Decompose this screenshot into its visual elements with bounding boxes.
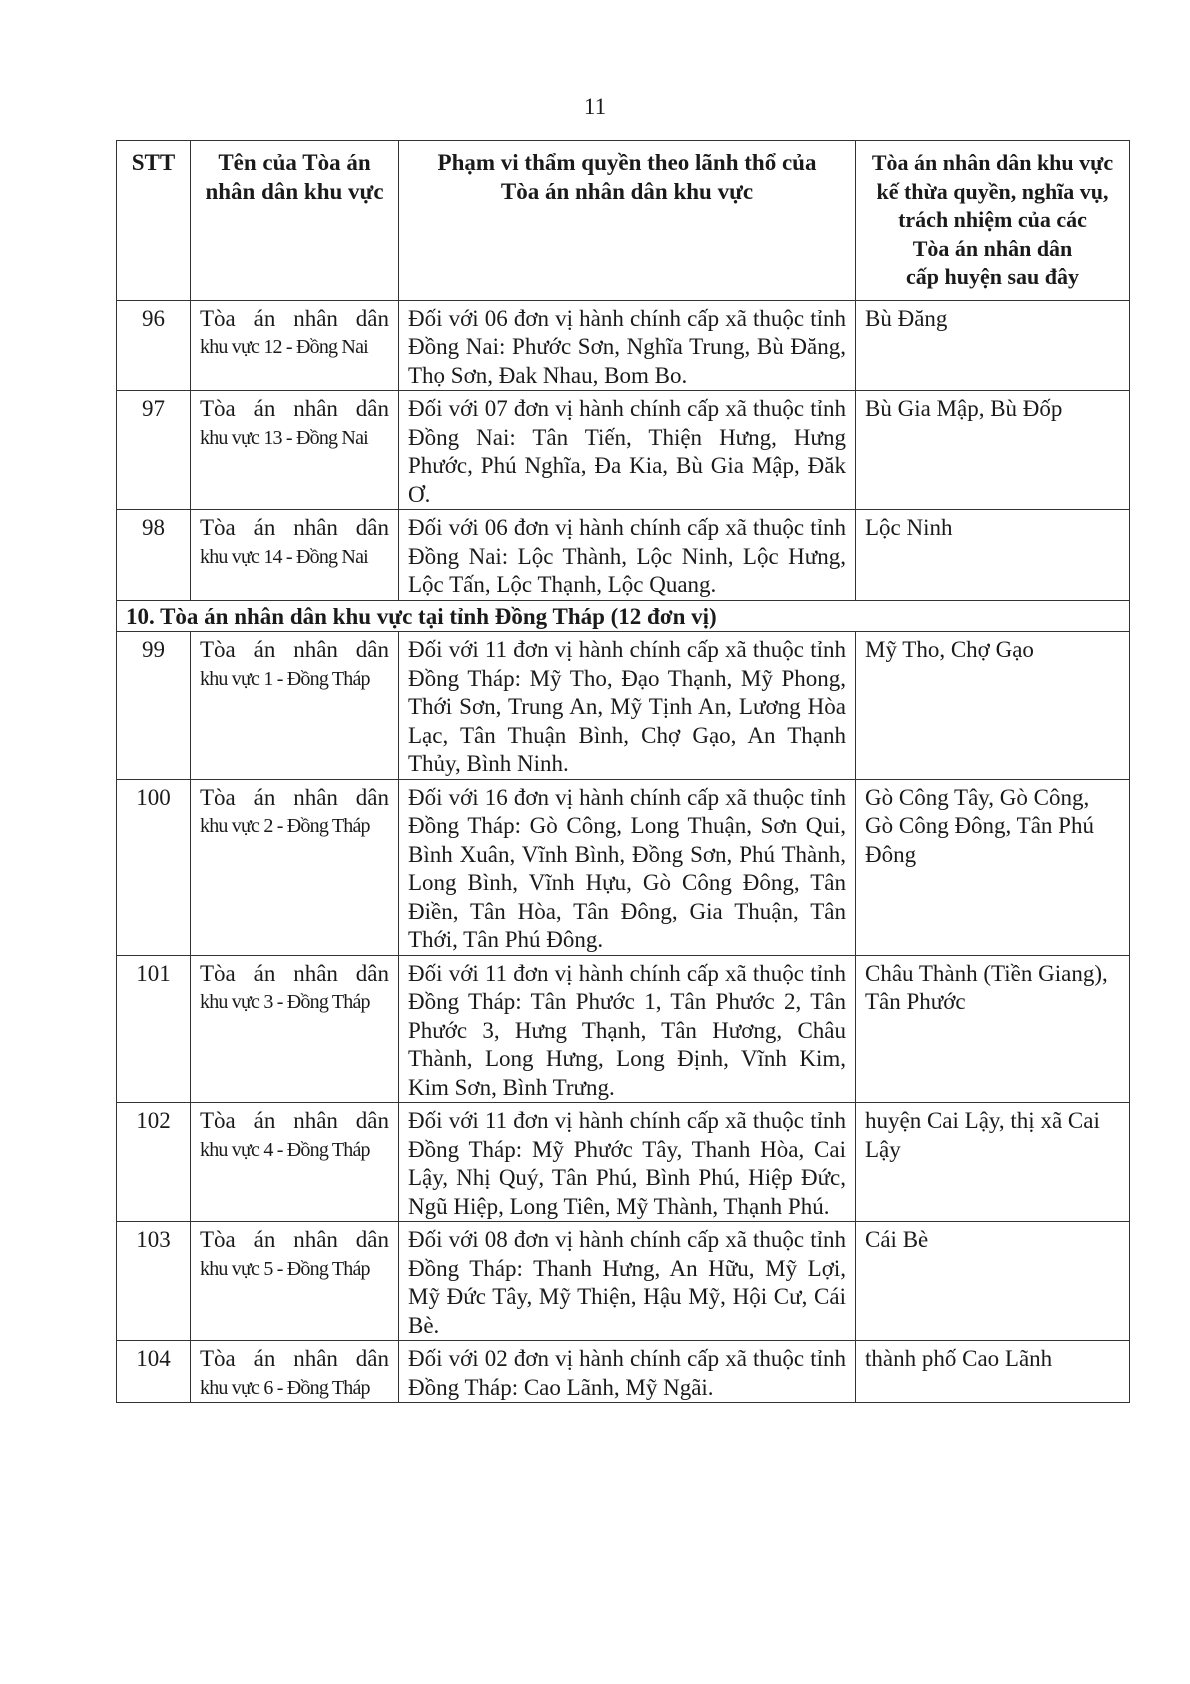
section-title: 10. Tòa án nhân dân khu vực tại tỉnh Đồng Tháp (12 đơn vị) [117, 600, 1130, 632]
court-name-line1: Tòa án nhân dân [200, 637, 389, 662]
court-name-line1: Tòa án nhân dân [200, 305, 389, 331]
header-successor-line4: Tòa án nhân dân [912, 235, 1073, 261]
court-name-line2: khu vực 5 - Đồng Tháp [200, 1257, 370, 1280]
row-successor: huyện Cai Lậy, thị xã Cai Lậy [856, 1103, 1130, 1222]
court-name-line2: khu vực 2 - Đồng Tháp [200, 815, 370, 837]
header-successor-line1: Tòa án nhân dân khu vực [871, 150, 1114, 175]
row-successor: Lộc Ninh [856, 510, 1130, 601]
row-stt: 96 [117, 300, 191, 391]
row-stt: 99 [117, 632, 191, 780]
row-scope: Đối với 07 đơn vị hành chính cấp xã thuộc tỉnh Đồng Nai: Tân Tiến, Thiện Hưng, Hưng Phước, Phú Nghĩa, Đa Kia, Bù Gia Mập, Đăk Ơ. [399, 391, 856, 510]
header-name-line2: nhân dân khu vực [205, 178, 384, 204]
table-row [117, 1341, 1130, 1403]
row-stt: 97 [117, 391, 191, 510]
row-court-name [191, 632, 399, 780]
row-successor: Bù Đăng [856, 300, 1130, 391]
header-successor-line3: trách nhiệm của các [898, 207, 1087, 232]
header-successor [856, 141, 1130, 301]
court-name-line2: khu vực 6 - Đồng Tháp [200, 1376, 370, 1399]
row-court-name [191, 955, 399, 1103]
court-name-line2: khu vực 3 - Đồng Tháp [200, 991, 370, 1013]
row-scope: Đối với 08 đơn vị hành chính cấp xã thuộc tỉnh Đồng Tháp: Thanh Hưng, An Hữu, Mỹ Lợi, Mỹ Đức Tây, Mỹ Thiện, Hậu Mỹ, Hội Cư, Cái Bè. [399, 1222, 856, 1341]
row-successor: Mỹ Tho, Chợ Gạo [856, 632, 1130, 780]
court-name-line2: khu vực 4 - Đồng Tháp [200, 1138, 370, 1161]
header-scope [399, 141, 856, 301]
court-name-line2: khu vực 1 - Đồng Tháp [200, 667, 370, 690]
table-row [117, 779, 1130, 955]
page-number: 11 [583, 94, 607, 119]
table-row [117, 632, 1130, 780]
table-row [117, 1103, 1130, 1222]
row-stt: 98 [117, 510, 191, 601]
row-successor: Gò Công Tây, Gò Công, Gò Công Đông, Tân Phú Đông [856, 779, 1130, 955]
court-name-line1: Tòa án nhân dân [200, 396, 389, 421]
court-name-line1: Tòa án nhân dân [200, 1108, 389, 1133]
row-scope: Đối với 11 đơn vị hành chính cấp xã thuộc tỉnh Đồng Tháp: Mỹ Tho, Đạo Thạnh, Mỹ Phong, Thới Sơn, Trung An, Mỹ Tịnh An, Lương Hòa Lạc, Tân Thuận Bình, Chợ Gạo, An Thạnh Thủy, Bình Ninh. [399, 632, 856, 780]
table-header-row [117, 141, 1130, 301]
row-court-name [191, 779, 399, 955]
court-name-line2: khu vực 12 - Đồng Nai [200, 336, 368, 358]
header-successor-line2: kế thừa quyền, nghĩa vụ, [876, 178, 1109, 204]
row-stt: 104 [117, 1341, 191, 1403]
header-name [191, 141, 399, 301]
row-court-name [191, 300, 399, 391]
header-successor-line5: cấp huyện sau đây [905, 264, 1079, 289]
row-successor: Châu Thành (Tiền Giang), Tân Phước [856, 955, 1130, 1103]
court-name-line1: Tòa án nhân dân [200, 1346, 389, 1371]
header-scope-line1: Phạm vi thẩm quyền theo lãnh thổ của [437, 150, 817, 175]
row-court-name [191, 1222, 399, 1341]
row-court-name [191, 510, 399, 601]
row-stt: 100 [117, 779, 191, 955]
table-row [117, 300, 1130, 391]
header-stt: STT [117, 141, 191, 301]
row-stt: 101 [117, 955, 191, 1103]
table-row [117, 510, 1130, 601]
row-court-name [191, 1341, 399, 1403]
court-name-line2: khu vực 13 - Đồng Nai [200, 426, 368, 449]
row-scope: Đối với 06 đơn vị hành chính cấp xã thuộc tỉnh Đồng Nai: Lộc Thành, Lộc Ninh, Lộc Hưng, Lộc Tấn, Lộc Thạnh, Lộc Quang. [399, 510, 856, 601]
court-name-line2: khu vực 14 - Đồng Nai [200, 545, 368, 568]
row-successor: Bù Gia Mập, Bù Đốp [856, 391, 1130, 510]
section-row [117, 600, 1130, 632]
row-scope: Đối với 02 đơn vị hành chính cấp xã thuộc tỉnh Đồng Tháp: Cao Lãnh, Mỹ Ngãi. [399, 1341, 856, 1403]
row-scope: Đối với 16 đơn vị hành chính cấp xã thuộc tỉnh Đồng Tháp: Gò Công, Long Thuận, Sơn Qui, Bình Xuân, Vĩnh Bình, Đồng Sơn, Phú Thành, Long Bình, Vĩnh Hựu, Gò Công Đông, Tân Điền, Tân Hòa, Tân Đông, Gia Thuận, Tân Thới, Tân Phú Đông. [399, 779, 856, 955]
row-scope: Đối với 06 đơn vị hành chính cấp xã thuộc tỉnh Đồng Nai: Phước Sơn, Nghĩa Trung, Bù Đăng, Thọ Sơn, Đak Nhau, Bom Bo. [399, 300, 856, 391]
row-scope: Đối với 11 đơn vị hành chính cấp xã thuộc tỉnh Đồng Tháp: Tân Phước 1, Tân Phước 2, Tân Phước 3, Hưng Thạnh, Tân Hương, Châu Thành, Long Hưng, Long Định, Vĩnh Kim, Kim Sơn, Bình Trưng. [399, 955, 856, 1103]
court-name-line1: Tòa án nhân dân [200, 960, 389, 986]
table-row [117, 955, 1130, 1103]
row-scope: Đối với 11 đơn vị hành chính cấp xã thuộc tỉnh Đồng Tháp: Mỹ Phước Tây, Thanh Hòa, Cai Lậy, Nhị Quý, Tân Phú, Bình Phú, Hiệp Đức, Ngũ Hiệp, Long Tiên, Mỹ Thành, Thạnh Phú. [399, 1103, 856, 1222]
table-row [117, 391, 1130, 510]
court-jurisdiction-table [116, 140, 1130, 1403]
header-scope-line2: Tòa án nhân dân khu vực [500, 178, 754, 204]
row-court-name [191, 1103, 399, 1222]
court-name-line1: Tòa án nhân dân [200, 784, 389, 810]
table-row [117, 1222, 1130, 1341]
row-successor: thành phố Cao Lãnh [856, 1341, 1130, 1403]
row-successor: Cái Bè [856, 1222, 1130, 1341]
court-name-line1: Tòa án nhân dân [200, 1227, 389, 1252]
court-name-line1: Tòa án nhân dân [200, 515, 389, 540]
row-court-name [191, 391, 399, 510]
row-stt: 103 [117, 1222, 191, 1341]
row-stt: 102 [117, 1103, 191, 1222]
header-name-line1: Tên của Tòa án [218, 150, 371, 175]
